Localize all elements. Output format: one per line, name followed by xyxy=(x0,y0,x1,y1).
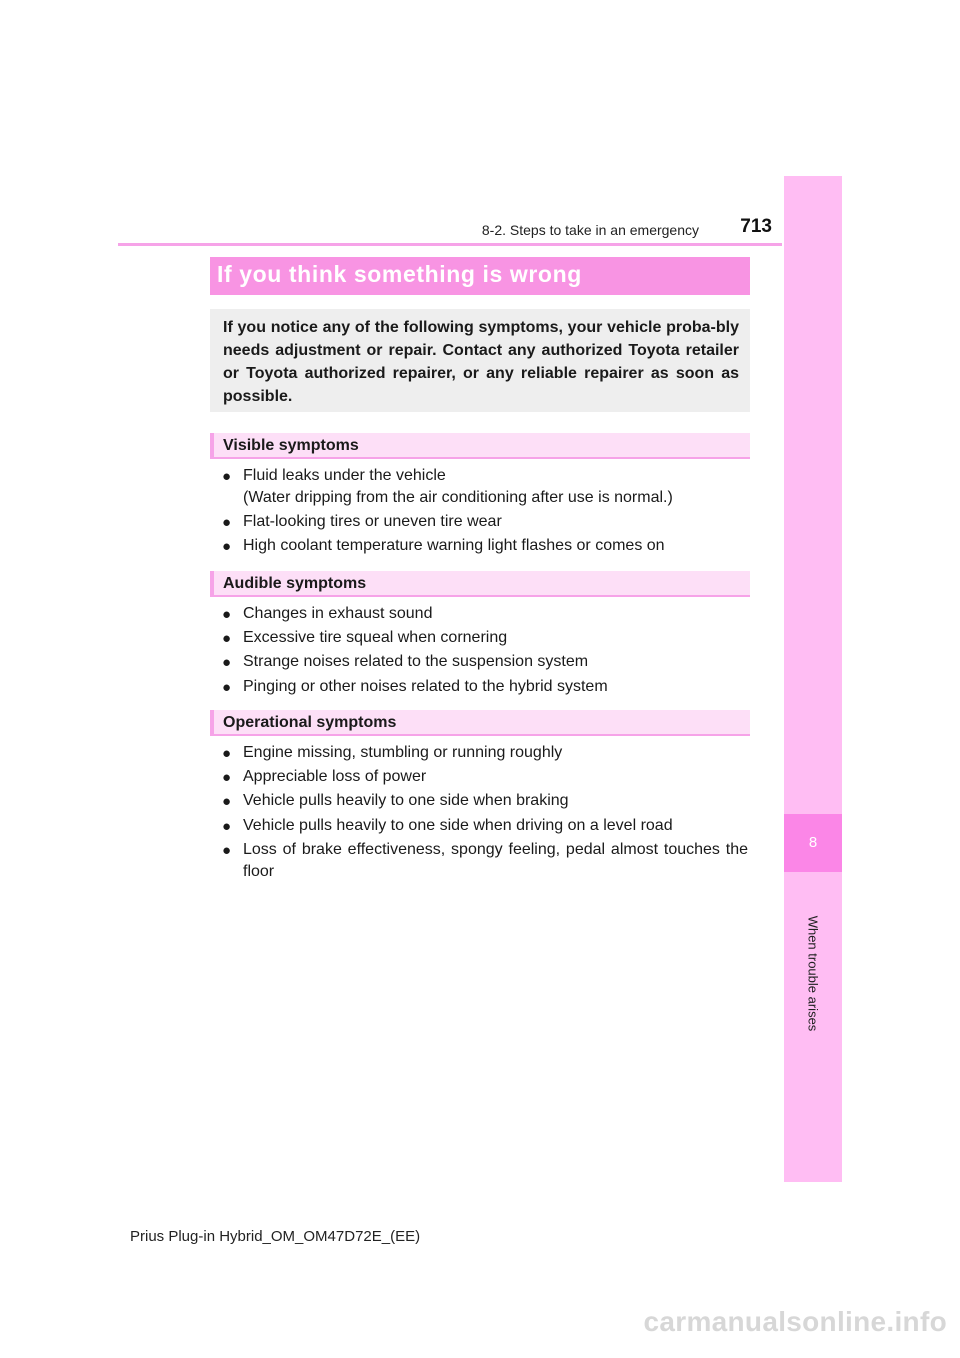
operational-symptoms-list xyxy=(222,742,748,885)
list-item xyxy=(222,742,748,764)
list-item xyxy=(222,766,748,788)
subheading-text: Operational symptoms xyxy=(223,714,397,731)
bullet-icon: ● xyxy=(222,793,232,811)
list-item-text: Changes in exhaust sound xyxy=(243,605,433,622)
bullet-icon: ● xyxy=(222,769,232,787)
page-header xyxy=(118,214,782,246)
subheading-text: Audible symptoms xyxy=(223,575,367,592)
chapter-number: 8 xyxy=(784,814,842,872)
subheading-operational xyxy=(210,710,750,736)
bullet-icon: ● xyxy=(222,678,232,696)
subheading-text: Visible symptoms xyxy=(223,437,359,454)
list-item xyxy=(222,651,748,673)
audible-symptoms-list xyxy=(222,603,748,700)
subheading-audible xyxy=(210,571,750,597)
bullet-icon: ● xyxy=(222,841,232,859)
intro-box xyxy=(210,309,750,412)
page-title: If you think something is wrong xyxy=(217,261,582,287)
section-breadcrumb: 8-2. Steps to take in an emergency xyxy=(481,222,699,238)
bullet-icon: ● xyxy=(222,468,232,485)
list-item xyxy=(222,815,748,837)
page-number: 713 xyxy=(740,216,772,237)
watermark: carmanualsonline.info xyxy=(643,1306,947,1337)
subheading-visible xyxy=(210,433,750,459)
list-item-text: Strange noises related to the suspension system xyxy=(243,653,589,671)
list-item-text: Pinging or other noises related to the hybrid system xyxy=(243,677,608,695)
intro-text: If you notice any of the following symptoms, your vehicle proba-bly needs adjustment or repair. Contact any authorized Toyota retailer or Toyota authorized repairer, or any reliable repairer as soon as possible. xyxy=(223,319,739,405)
list-item xyxy=(222,465,748,509)
list-item-text: Loss of brake effectiveness, spongy feeling, pedal almost touches the floor xyxy=(243,840,748,880)
list-item-text: Excessive tire squeal when cornering xyxy=(243,629,508,647)
section-title-bar xyxy=(210,257,750,295)
list-item-text: Vehicle pulls heavily to one side when braking xyxy=(243,792,569,810)
bullet-icon: ● xyxy=(222,538,232,556)
list-item-note: (Water dripping from the air conditioning after use is normal.) xyxy=(243,489,673,506)
list-item-text: Engine missing, stumbling or running roughly xyxy=(243,744,563,761)
list-item xyxy=(222,511,748,533)
list-item-text: Fluid leaks under the vehicle xyxy=(243,467,446,484)
list-item-text: Appreciable loss of power xyxy=(243,768,427,786)
bullet-icon: ● xyxy=(222,630,232,648)
bullet-icon: ● xyxy=(222,514,232,532)
bullet-icon: ● xyxy=(222,745,232,762)
bullet-icon: ● xyxy=(222,654,232,672)
list-item xyxy=(222,627,748,649)
list-item xyxy=(222,676,748,698)
bullet-icon: ● xyxy=(222,606,232,623)
list-item-text: Vehicle pulls heavily to one side when driving on a level road xyxy=(243,816,673,834)
list-item xyxy=(222,535,748,557)
chapter-side-tab xyxy=(784,176,842,1182)
bullet-icon: ● xyxy=(222,817,232,835)
visible-symptoms-list xyxy=(222,465,748,560)
list-item-text: High coolant temperature warning light flashes or comes on xyxy=(243,537,665,555)
list-item xyxy=(222,790,748,812)
list-item xyxy=(222,603,748,625)
list-item-text: Flat-looking tires or uneven tire wear xyxy=(243,513,502,531)
chapter-label: When trouble arises xyxy=(805,915,821,1032)
list-item xyxy=(222,839,748,883)
header-divider xyxy=(118,243,782,246)
document-footer: Prius Plug-in Hybrid_OM_OM47D72E_(EE) xyxy=(130,1228,421,1245)
